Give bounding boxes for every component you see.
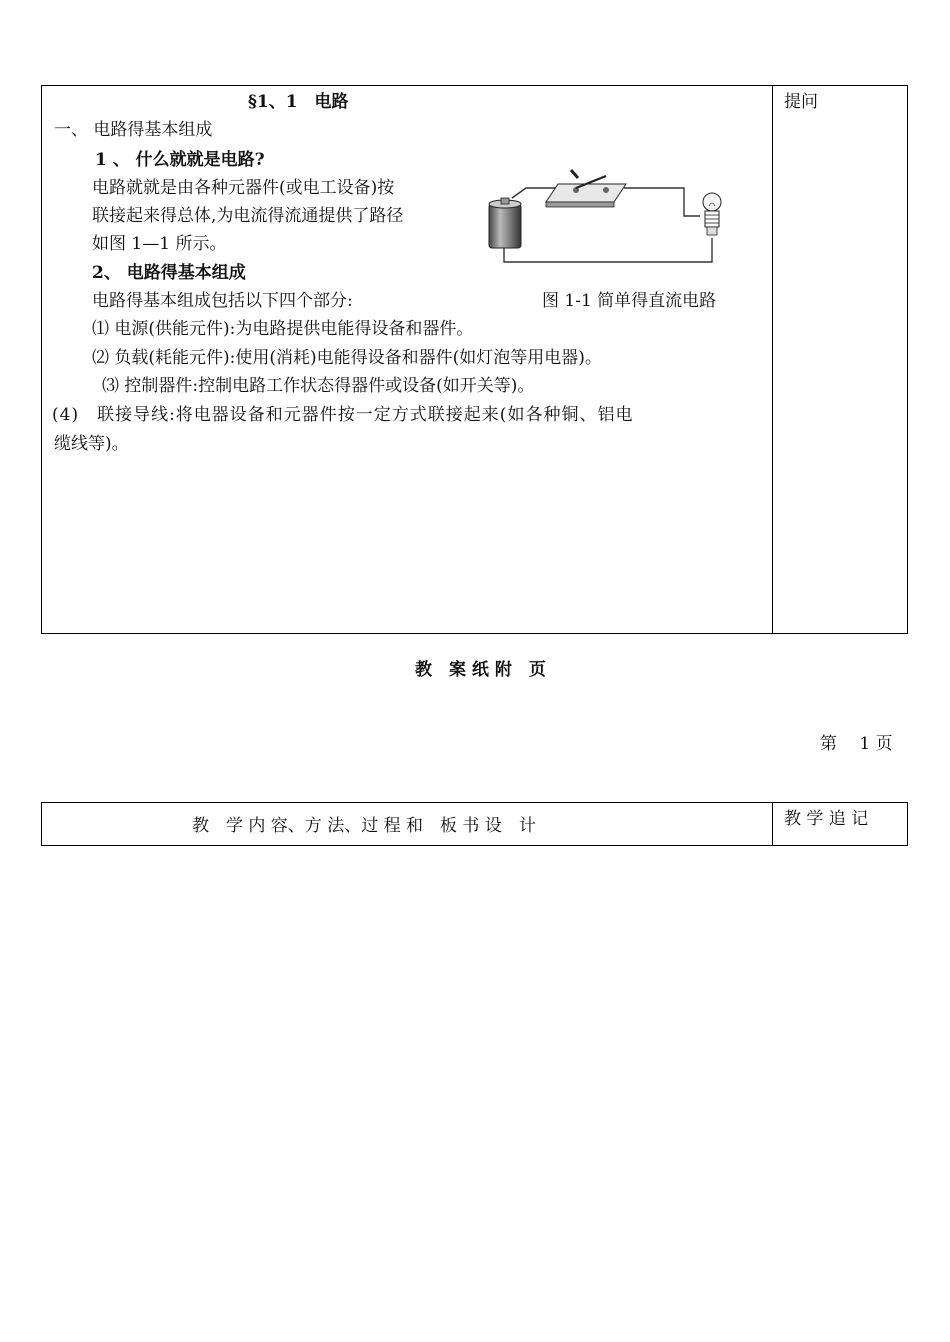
figure-caption: 图 1-1 简单得直流电路 [542,291,717,311]
list-item-power-source: ⑴ 电源(供能元件):为电路提供电能得设备和器件。 [92,319,474,339]
subheading-basic-composition: 2、 电路得基本组成 [92,263,246,283]
heading-basic-composition: 一、 电路得基本组成 [54,120,213,140]
paragraph-line-2: 联接起来得总体,为电流得流通提供了路径 [92,206,404,226]
section-title: §1、1 电路 [248,92,349,112]
circuit-figure [486,160,736,270]
subheading-what-is-circuit: 1 、 什么就就是电路? [95,150,265,170]
switch-icon [546,170,626,207]
table-header-main: 教 学 内 容、方 法、过 程 和 板 书 设 计 [192,816,536,836]
paragraph-line-1: 电路就就是由各种元器件(或电工设备)按 [92,178,395,198]
header-table-divider [772,802,773,846]
bulb-icon [703,193,721,235]
content-table-divider [772,85,773,634]
battery-icon [489,198,521,248]
list-item-control: ⑶ 控制器件:控制电路工作状态得器件或设备(如开关等)。 [102,376,535,396]
paragraph-line-3: 如图 1—1 所示。 [92,234,227,254]
list-item-wires: (4) 联接导线:将电器设备和元器件按一定方式联接起来(如各种铜、铝电 [52,405,634,425]
list-item-wires-cont: 缆线等)。 [54,434,129,454]
list-item-load: ⑵ 负载(耗能元件):使用(消耗)电能得设备和器件(如灯泡等用电器)。 [92,348,602,368]
page-number: 第 1 页 [820,734,893,754]
side-label: 提问 [784,92,818,112]
page-heading: 教 案 纸 附 页 [415,660,546,680]
table-header-side: 教 学 追 记 [784,809,869,829]
composition-intro: 电路得基本组成包括以下四个部分: [92,291,353,311]
